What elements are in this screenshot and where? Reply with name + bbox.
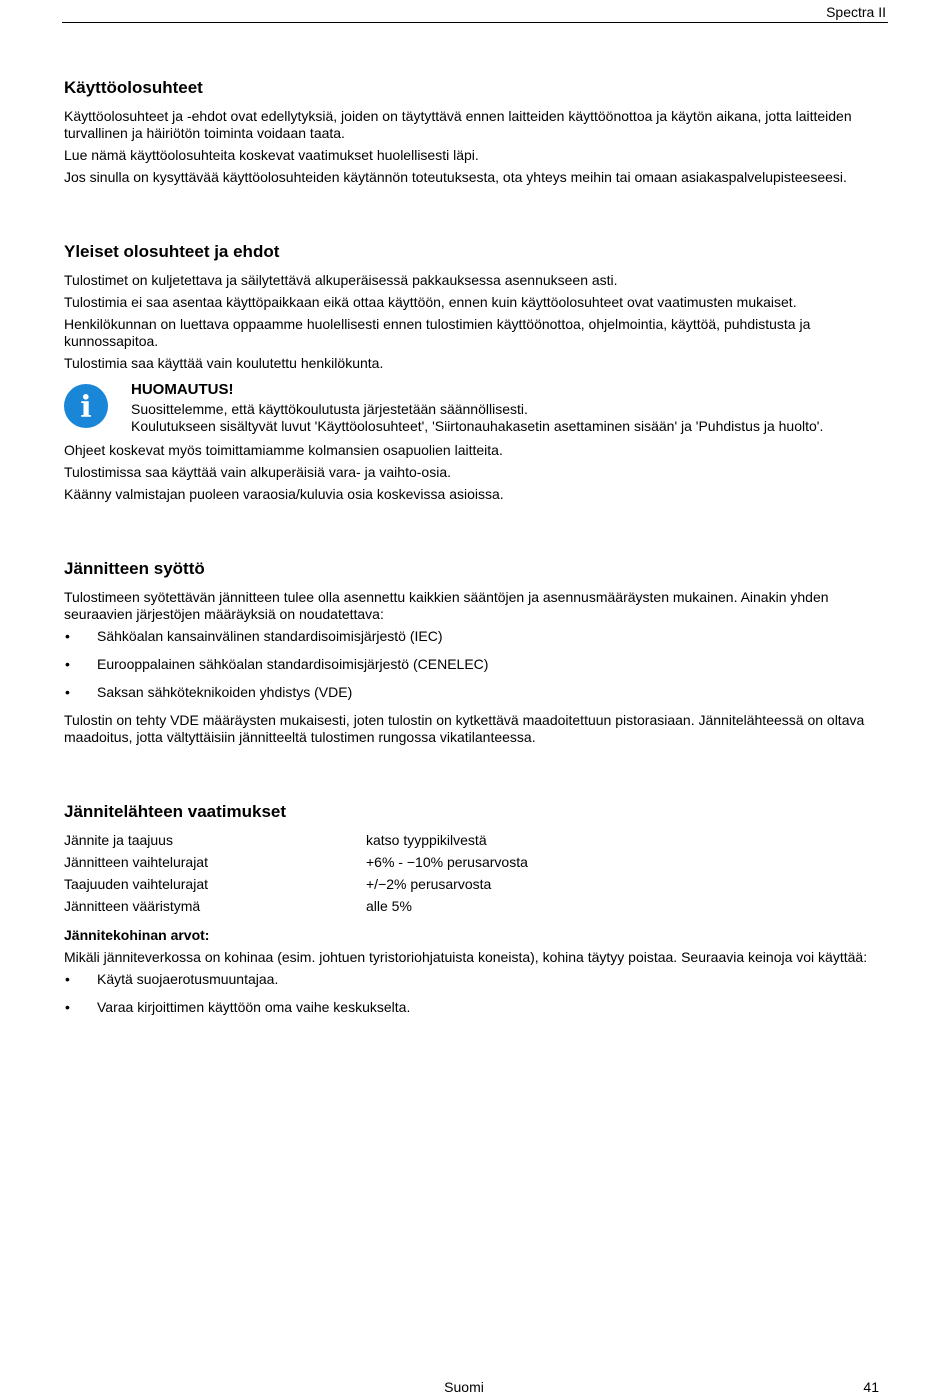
footer-language — [0, 1379, 950, 1396]
info-icon — [64, 384, 108, 428]
section-jannitteen-syotto — [64, 559, 888, 746]
note-line: Suosittelemme, että käyttökoulutusta järjestetään säännöllisesti. — [131, 401, 528, 417]
bullet-list — [64, 628, 888, 701]
paragraph: Henkilökunnan on luettava oppaamme huolellisesti ennen tulostimien käyttöönottoa, ohjelmointia, käyttöä, puhdistusta ja kunnossapitoa. — [64, 316, 811, 349]
note-body — [131, 381, 823, 435]
footer-language-label: Suomi — [444, 1379, 484, 1395]
section-title: Jännitteen syöttö — [64, 559, 205, 578]
table-row — [64, 898, 528, 920]
paragraph: Tulostimia saa käyttää vain koulutettu henkilökunta. — [64, 355, 384, 371]
section-title: Yleiset olosuhteet ja ehdot — [64, 242, 280, 261]
table-row — [64, 876, 528, 898]
spec-label: Jännitteen vaihtelurajat — [64, 854, 208, 870]
section-title: Käyttöolosuhteet — [64, 78, 203, 97]
bullet-list — [64, 971, 888, 1016]
note-box — [64, 381, 888, 435]
paragraph: Tulostimissa saa käyttää vain alkuperäisiä vara- ja vaihto-osia. — [64, 464, 451, 480]
paragraph: Mikäli jänniteverkossa on kohinaa (esim. johtuen tyristoriohjatuista koneista), kohina täytyy poistaa. Seuraavia keinoja voi käyttää: — [64, 949, 868, 965]
table-row — [64, 832, 528, 854]
page-content — [64, 78, 888, 1027]
paragraph: Jos sinulla on kysyttävää käyttöolosuhteiden käytännön toteutuksesta, ota yhteys meihin tai omaan asiakaspalvelupisteeseesi. — [64, 169, 847, 185]
paragraph: Tulostimet on kuljetettava ja säilytettävä alkuperäisessä pakkauksessa asennukseen asti. — [64, 272, 618, 288]
header-rule — [62, 22, 888, 23]
spec-value: +/−2% perusarvosta — [366, 876, 492, 892]
spec-value: +6% - −10% perusarvosta — [366, 854, 528, 870]
section-kayttoolosuhteet — [64, 78, 888, 186]
paragraph: Ohjeet koskevat myös toimittamiamme kolmansien osapuolien laitteita. — [64, 442, 503, 458]
list-item: • Varaa kirjoittimen käyttöön oma vaihe keskukselta. — [64, 999, 888, 1016]
info-icon-glyph: i — [80, 390, 92, 425]
note-title: HUOMAUTUS! — [131, 381, 234, 398]
table-row — [64, 854, 528, 876]
list-item: • Saksan sähköteknikoiden yhdistys (VDE) — [64, 684, 888, 701]
paragraph: Tulostimia ei saa asentaa käyttöpaikkaan eikä ottaa käyttöön, ennen kuin käyttöolosuhteet ovat vaatimusten mukaiset. — [64, 294, 797, 310]
note-line: Koulutukseen sisältyvät luvut 'Käyttöolosuhteet', 'Siirtonauhakasetin asettaminen sisään' ja 'Puhdistus ja huolto'. — [131, 418, 824, 434]
spec-value: alle 5% — [366, 898, 412, 914]
paragraph: Lue nämä käyttöolosuhteita koskevat vaatimukset huolellisesti läpi. — [64, 147, 479, 163]
subheading: Jännitekohinan arvot: — [64, 927, 210, 943]
spec-value: katso tyyppikilvestä — [366, 832, 487, 848]
page-number: 41 — [863, 1379, 879, 1395]
section-jannitelahde — [64, 802, 888, 1016]
running-header-title: Spectra II — [826, 4, 886, 20]
spec-label: Jännite ja taajuus — [64, 832, 173, 848]
paragraph: Tulostin on tehty VDE määräysten mukaisesti, joten tulostin on kytkettävä maadoitettuun pistorasiaan. Jännitelähteessä on oltava maadoitus, jotta vältyttäisiin jännitteeltä tulostimen rungossa vikatilanteessa. — [64, 712, 865, 745]
section-title: Jännitelähteen vaatimukset — [64, 802, 287, 821]
spec-label: Taajuuden vaihtelurajat — [64, 876, 208, 892]
paragraph: Käänny valmistajan puoleen varaosia/kuluvia osia koskevissa asioissa. — [64, 486, 504, 502]
spec-label: Jännitteen vääristymä — [64, 898, 201, 914]
list-item: • Käytä suojaerotusmuuntajaa. — [64, 971, 888, 988]
section-yleiset — [64, 242, 888, 503]
list-item: • Eurooppalainen sähköalan standardisoimisjärjestö (CENELEC) — [64, 656, 888, 673]
list-item: • Sähköalan kansainvälinen standardisoimisjärjestö (IEC) — [64, 628, 888, 645]
spec-table — [64, 832, 528, 920]
paragraph: Käyttöolosuhteet ja -ehdot ovat edellytyksiä, joiden on täytyttävä ennen laitteiden käyttöönottoa ja käytön aikana, jotta laitteiden turvallinen ja häiriötön toiminta voidaan taata. — [64, 108, 852, 141]
paragraph: Tulostimeen syötettävän jännitteen tulee olla asennettu kaikkien sääntöjen ja asennusmääräysten mukainen. Ainakin yhden seuraavien järjestöjen määräyksiä on noudatettava: — [64, 589, 829, 622]
